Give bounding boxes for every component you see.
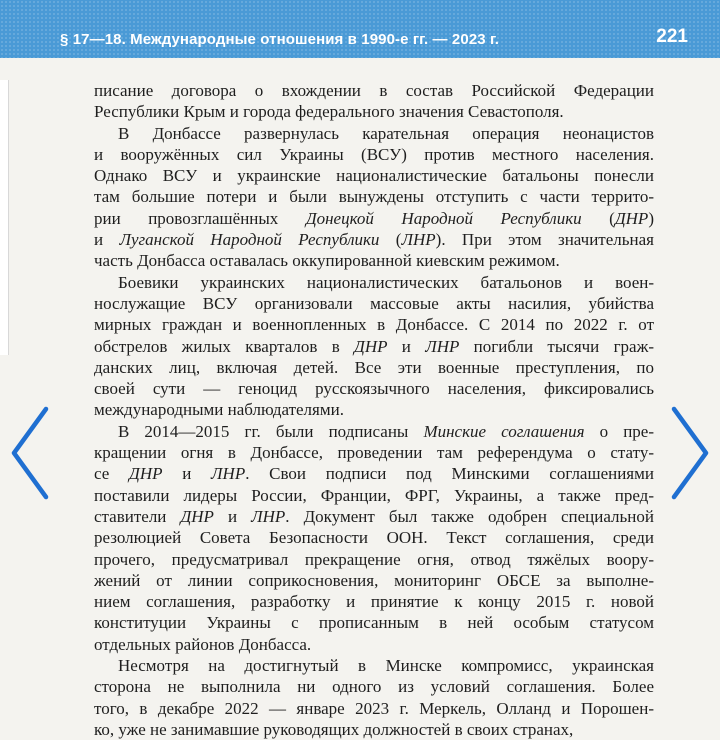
emphasized-term: Минские соглашения (423, 421, 585, 441)
text-line: кращении огня в Донбассе, проведении там референдума о стату- (94, 443, 654, 463)
emphasized-term: Луганской Народной Республики (119, 230, 380, 250)
text-line: сторона не выполнила ни одного из условий соглашения. Более (94, 677, 654, 697)
text-line: ставители ДНР и ЛНР. Документ был также одобрен специальной (94, 506, 654, 526)
previous-page-button[interactable] (0, 398, 60, 508)
paragraph (94, 421, 654, 655)
text-line: прочего, предусматривал прекращение огня, отвод тяжёлых воору- (94, 549, 654, 569)
text-line: международными наблюдателями. (94, 400, 344, 420)
text-line: ко, уже не занимавшие руководящих должностей в своих странах, (94, 719, 574, 739)
text-line: поставили лидеры России, Франции, ФРГ, Украины, а также пред- (94, 485, 654, 505)
paragraph (94, 272, 654, 421)
text-line: нослужащие ВСУ организовали массовые акты насилия, убийства (94, 293, 654, 313)
emphasized-term: ДНР (129, 464, 163, 484)
paragraph (94, 655, 654, 740)
page-number: 221 (656, 26, 688, 47)
page-edge (0, 80, 9, 355)
paragraph (94, 123, 654, 272)
section-title: § 17—18. Международные отношения в 1990-е гг. — 2023 г. (60, 31, 500, 48)
text-line: того, в декабре 2022 — январе 2023 г. Меркель, Олланд и Порошен- (94, 698, 654, 718)
text-line: В 2014—2015 гг. были подписаны Минские соглашения о пре- (118, 421, 654, 441)
text-line: писание договора о вхождении в состав Российской Федерации (94, 81, 654, 100)
text-line: жений от линии соприкосновения, мониторинг ОБСЕ за выполне- (94, 570, 654, 590)
text-line: нием соглашения, разработку и принятие к концу 2015 г. новой (94, 592, 654, 612)
text-line: Боевики украинских националистических батальонов и воен- (118, 272, 654, 292)
text-line: Несмотря на достигнутый в Минске компромисс, украинская (118, 656, 654, 676)
emphasized-term: ДНР (354, 336, 388, 356)
text-line: и Луганской Народной Республики (ЛНР). При этом значительная (94, 230, 654, 250)
text-line: Однако ВСУ и украинские националистические батальоны понесли (94, 166, 654, 186)
emphasized-term: ЛНР (425, 336, 460, 356)
text-line: обстрелов жилых кварталов в ДНР и ЛНР погибли тысячи граж- (94, 336, 654, 356)
text-line: своей сути — геноцид русскоязычного населения, фиксировались (94, 379, 654, 399)
paragraph (94, 80, 654, 123)
chevron-right-icon (670, 405, 710, 501)
chevron-left-icon (10, 405, 50, 501)
text-line: Республики Крым и города федерального значения Севастополя. (94, 102, 564, 122)
text-line: данских лиц, включая детей. Все эти военные преступления, по (94, 357, 654, 377)
text-line: и вооружённых сил Украины (ВСУ) против местного населения. (94, 144, 654, 164)
emphasized-term: ЛНР (401, 230, 436, 250)
body-text (94, 80, 654, 740)
text-line: рии провозглашённых Донецкой Народной Республики (ДНР) (94, 208, 654, 228)
page-header (0, 0, 720, 58)
text-line: конституции Украины с прописанным в ней особым статусом (94, 613, 654, 633)
text-line: мирных граждан и военнопленных в Донбассе. С 2014 по 2022 г. от (94, 315, 654, 335)
emphasized-term: Донецкой Народной Республики (305, 208, 582, 228)
text-line: часть Донбасса оставалась оккупированной киевским режимом. (94, 251, 560, 271)
text-line: В Донбассе развернулась карательная операция неонацистов (118, 123, 654, 143)
text-line: резолюцией Совета Безопасности ООН. Текст соглашения, среди (94, 528, 654, 548)
emphasized-term: ЛНР (251, 506, 286, 526)
emphasized-term: ДНР (614, 208, 649, 228)
text-line: там большие потери и были вынуждены отступить с части террито- (94, 187, 654, 207)
emphasized-term: ЛНР (211, 464, 246, 484)
next-page-button[interactable] (660, 398, 720, 508)
text-line: се ДНР и ЛНР. Свои подписи под Минскими соглашениями (94, 464, 654, 484)
text-line: отдельных районов Донбасса. (94, 634, 312, 654)
emphasized-term: ДНР (180, 506, 214, 526)
